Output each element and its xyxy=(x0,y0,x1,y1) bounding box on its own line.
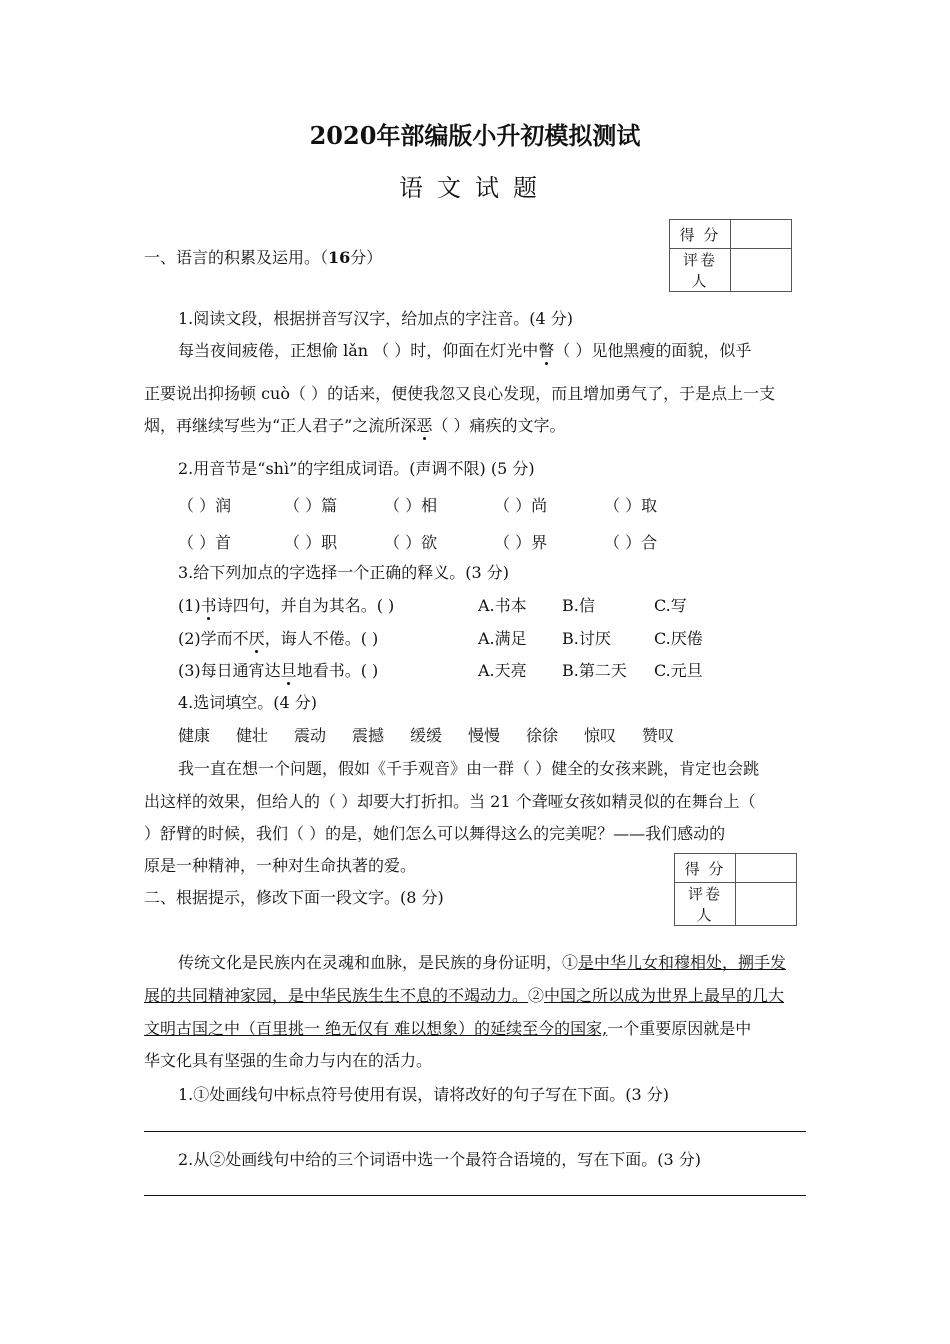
q4-paragraph-line1: 我一直在想一个问题，假如《千手观音》由一群（ ）健全的女孩来跳，肯定也会跳 xyxy=(178,759,760,778)
word-option: 震动 xyxy=(294,726,327,745)
score-label: 得 分 xyxy=(670,220,731,249)
q4-paragraph-line2: 出这样的效果，但给人的（ ）却要大打折扣。当 21 个聋哑女孩如精灵似的在舞台上（ xyxy=(144,792,756,811)
q3-prompt: 3.给下列加点的字选择一个正确的释义。(3 分) xyxy=(178,563,510,582)
grader-cell[interactable] xyxy=(731,249,792,292)
q3-option-c: C.厌倦 xyxy=(654,629,703,648)
s2-paragraph-line2: 展的共同精神家园，是中华民族生生不息的不竭动力。②中国之所以成为世界上最早的几大 xyxy=(144,986,785,1005)
word-option: 震撼 xyxy=(352,726,385,745)
q1-line3: 烟，再继续写些为“正人君子”之流所深恶（ ）痛疾的文字。 xyxy=(144,416,566,435)
s2-q2-prompt: 2.从②处画线句中给的三个词语中选一个最符合语境的，写在下面。(3 分) xyxy=(178,1150,702,1169)
word-option: 健壮 xyxy=(236,726,269,745)
q2-prompt: 2.用音节是“shì”的字组成词语。(声调不限) (5 分) xyxy=(178,459,535,478)
grader-cell[interactable] xyxy=(736,883,797,926)
exam-subtitle: 语文试题 xyxy=(399,174,551,202)
score-cell[interactable] xyxy=(736,854,797,883)
word-option: 惊叹 xyxy=(584,726,617,745)
q3-option-a: A.书本 xyxy=(478,596,527,615)
q2-item: （ ）欲 xyxy=(384,533,438,552)
answer-line-2[interactable] xyxy=(144,1195,806,1196)
exam-title: 2020年部编版小升初模拟测试 xyxy=(309,121,641,150)
q3-item-2: (2)学而不厌，诲人不倦。( ) xyxy=(178,629,379,648)
q2-item: （ ）界 xyxy=(494,533,548,552)
q3-item-1: (1)书诗四句，并自为其名。( ) xyxy=(178,596,395,615)
q1-line2: 正要说出抑扬顿 cuò（ ）的话来，便使我忽又良心发现，而且增加勇气了，于是点上一支 xyxy=(144,384,776,403)
q2-item: （ ）相 xyxy=(384,496,438,515)
word-option: 赞叹 xyxy=(642,726,675,745)
s2-paragraph-line4: 华文化具有坚强的生命力与内在的活力。 xyxy=(144,1051,433,1070)
q2-item: （ ）篇 xyxy=(284,496,338,515)
q2-item: （ ）取 xyxy=(604,496,658,515)
score-box-section2 xyxy=(674,853,797,926)
word-option: 缓缓 xyxy=(410,726,443,745)
section1-heading: 一、语言的积累及运用。（16分） xyxy=(144,248,383,267)
s2-paragraph-line3: 文明古国之中（百里挑一 绝无仅有 难以想象）的延续至今的国家,一个重要原因就是中 xyxy=(144,1019,752,1038)
answer-line-1[interactable] xyxy=(144,1131,806,1132)
q3-option-c: C.元旦 xyxy=(654,661,703,680)
score-label: 得 分 xyxy=(675,854,736,883)
q1-prompt: 1.阅读文段，根据拼音写汉字，给加点的字注音。(4 分) xyxy=(178,309,574,328)
q3-item-3: (3)每日通宵达旦地看书。( ) xyxy=(178,661,379,680)
q3-option-c: C.写 xyxy=(654,596,687,615)
q3-option-b: B.讨厌 xyxy=(562,629,611,648)
q3-option-b: B.第二天 xyxy=(562,661,627,680)
s2-paragraph-line1: 传统文化是民族内在灵魂和血脉，是民族的身份证明，①是中华儿女和穆相处，搠手发 xyxy=(178,953,787,972)
q2-item: （ ）合 xyxy=(604,533,658,552)
q4-paragraph-line3: ）舒臂的时候，我们（ ）的是，她们怎么可以舞得这么的完美呢？——我们感动的 xyxy=(144,824,726,843)
q2-item: （ ）首 xyxy=(178,533,232,552)
grader-label: 评卷人 xyxy=(670,249,731,292)
q1-line1: 每当夜间疲倦，正想偷 lǎn （ ）时，仰面在灯光中瞥（ ）见他黑瘦的面貌，似乎 xyxy=(178,341,752,360)
q3-option-b: B.信 xyxy=(562,596,595,615)
s2-q1-prompt: 1.①处画线句中标点符号使用有误，请将改好的句子写在下面。(3 分) xyxy=(178,1085,670,1104)
word-option: 徐徐 xyxy=(526,726,559,745)
q4-prompt: 4.选词填空。(4 分) xyxy=(178,693,318,712)
score-box-section1 xyxy=(669,219,792,292)
q2-item: （ ）职 xyxy=(284,533,338,552)
q3-option-a: A.满足 xyxy=(478,629,527,648)
section2-heading: 二、根据提示，修改下面一段文字。(8 分) xyxy=(144,888,444,907)
grader-label: 评卷人 xyxy=(675,883,736,926)
q3-option-a: A.天亮 xyxy=(478,661,527,680)
q4-word-bank xyxy=(178,723,698,747)
score-cell[interactable] xyxy=(731,220,792,249)
word-option: 健康 xyxy=(178,726,211,745)
q4-paragraph-line4: 原是一种精神，一种对生命执著的爱。 xyxy=(144,856,417,875)
q2-item: （ ）润 xyxy=(178,496,232,515)
word-option: 慢慢 xyxy=(468,726,501,745)
q2-item: （ ）尚 xyxy=(494,496,548,515)
